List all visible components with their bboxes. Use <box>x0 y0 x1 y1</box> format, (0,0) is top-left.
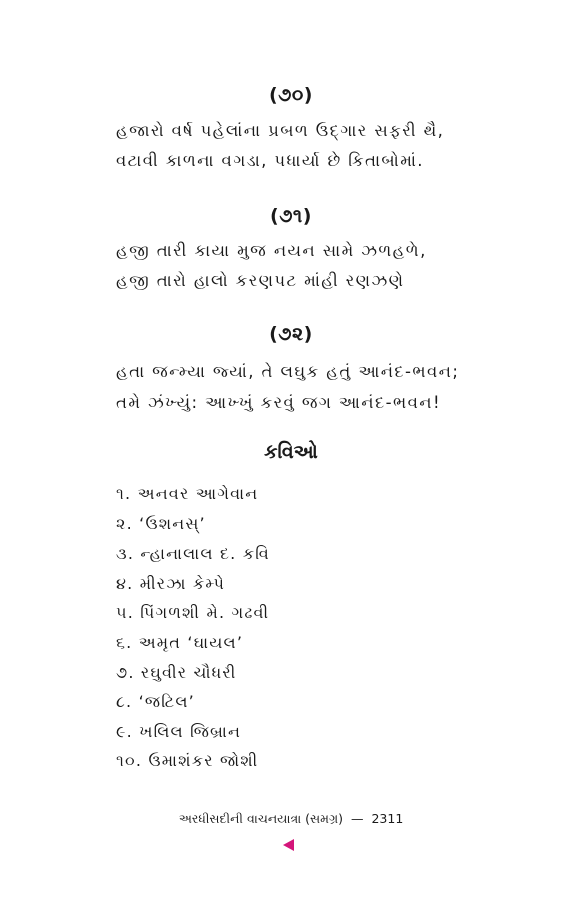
poem-71-line-2: હજી તારો હાલો કરણપટ માંહી રણઝણે <box>116 271 405 290</box>
poet-list-item: ૨. ‘ઉશનસ્’ <box>116 514 206 533</box>
poets-section-title: કવિઓ <box>264 441 318 463</box>
poem-72-line-1: હતા જન્મ્યા જ્યાં, તે લઘુક હતું આનંદ-ભવન; <box>116 362 460 381</box>
previous-page-arrow-icon[interactable] <box>283 839 294 851</box>
footer-book-title: અરધીસદીની વાચનયાત્રા (સમગ્ર) <box>178 811 343 826</box>
poem-number-71: (૭૧) <box>270 205 312 227</box>
poem-71-line-1: હજી તારી કાયા મુજ નયન સામે ઝળહળે, <box>116 241 427 260</box>
footer-separator: — <box>350 811 364 826</box>
poem-70-line-2: વટાવી કાળના વગડા, પધાર્યા છે કિતાબોમાં. <box>116 151 424 170</box>
poet-list-item: ૩. ન્હાનાલાલ દ. કવિ <box>116 544 270 563</box>
poem-72-line-2: તમે ઝંખ્યું: આખ્ખું કરવું જગ આનંદ-ભવન! <box>116 393 441 412</box>
poet-list-item: ૧૦. ઉમાશંકર જોશી <box>116 751 259 770</box>
poet-list-item: ૮. ‘જટિલ’ <box>116 692 195 711</box>
poet-list-item: ૫. પિંગળશી મે. ગઢવી <box>116 603 270 622</box>
page-footer <box>0 811 582 827</box>
poet-list-item: ૬. અમૃત ‘ઘાયલ’ <box>116 633 244 652</box>
poet-list-item: ૯. ખલિલ જિબ્રાન <box>116 722 242 741</box>
poet-list-item: ૧. અનવર આગેવાન <box>116 484 259 503</box>
poet-list-item: ૪. મીરઝા કેમ્પે <box>116 574 226 593</box>
poem-number-72: (૭૨) <box>269 323 313 345</box>
poem-number-70: (૭૦) <box>268 84 313 106</box>
footer-page-number: 2311 <box>371 811 404 826</box>
poet-list-item: ૭. રઘુવીર ચૌધરી <box>116 663 237 682</box>
poem-70-line-1: હજારો વર્ષ પહેલાંના પ્રબળ ઉદ્‌ગાર સફરી થૈ, <box>116 121 445 140</box>
